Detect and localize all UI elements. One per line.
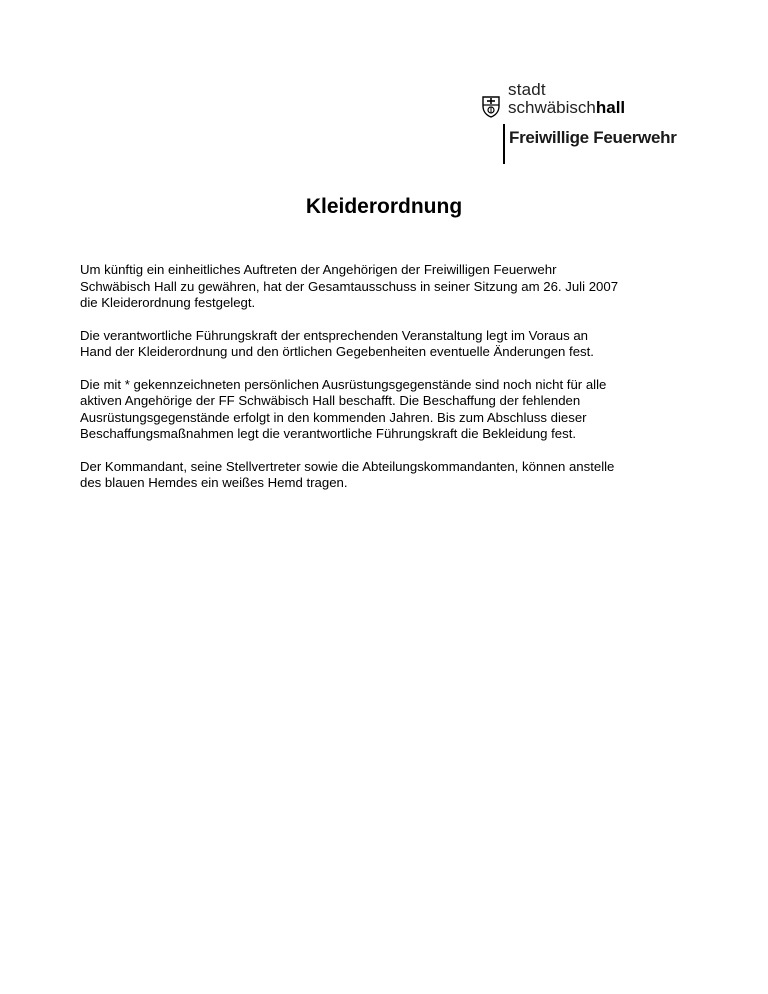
paragraph-line: aktiven Angehörige der FF Schwäbisch Hall beschafft. Die Beschaffung der fehlenden <box>80 393 581 408</box>
paragraph-line: Hand der Kleiderordnung und den örtlichen Gegebenheiten eventuelle Änderungen fest. <box>80 344 594 359</box>
logo-text-hall: hall <box>595 98 626 117</box>
paragraph-line: Um künftig ein einheitliches Auftreten der Angehörigen der Freiwilligen Feuerwehr <box>80 262 557 277</box>
city-logo <box>478 80 677 164</box>
paragraph-line: die Kleiderordnung festgelegt. <box>80 295 256 310</box>
paragraph-line: Die mit * gekennzeichneten persönlichen Ausrüstungsgegenstände sind noch nicht für alle <box>80 376 607 392</box>
logo-divider <box>503 124 505 164</box>
paragraph-4 <box>80 459 680 492</box>
paragraph-line: Schwäbisch Hall zu gewähren, hat der Gesamtausschuss in seiner Sitzung am 26. Juli 2007 <box>80 278 619 294</box>
logo-text-schwaebisch: schwäbisch <box>508 98 596 117</box>
city-crest-icon <box>482 96 500 118</box>
logo-text-stadt: stadt <box>508 80 546 99</box>
paragraph-line: Der Kommandant, seine Stellvertreter sowie die Abteilungskommandanten, können anstelle <box>80 458 615 474</box>
logo-text-city-name <box>508 98 625 118</box>
logo-department-name: Freiwillige Feuerwehr <box>509 128 677 147</box>
document-title: Kleiderordnung <box>305 195 463 218</box>
paragraph-line: Beschaffungsmaßnahmen legt die verantwortliche Führungskraft die Bekleidung fest. <box>80 426 577 441</box>
paragraph-line: Die verantwortliche Führungskraft der entsprechenden Veranstaltung legt im Voraus an <box>80 327 589 343</box>
paragraph-2 <box>80 328 680 361</box>
paragraph-3 <box>80 377 680 443</box>
paragraph-line: des blauen Hemdes ein weißes Hemd tragen. <box>80 475 348 490</box>
document-body <box>80 262 680 508</box>
paragraph-line: Ausrüstungsgegenstände erfolgt in den kommenden Jahren. Bis zum Abschluss dieser <box>80 409 587 425</box>
paragraph-1 <box>80 262 680 312</box>
